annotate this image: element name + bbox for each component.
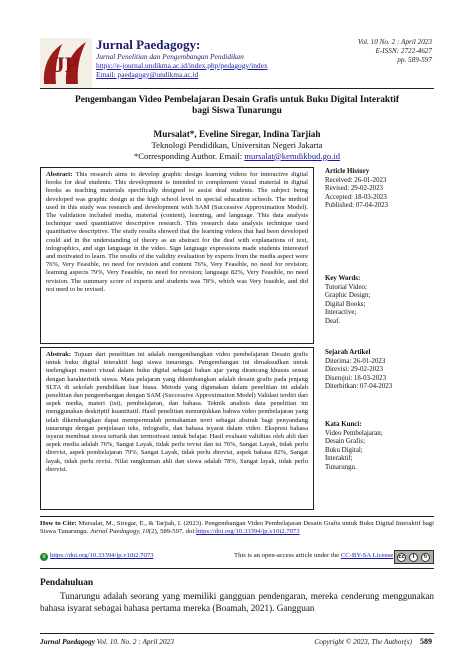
license-link[interactable]: CC-BY-SA License [340,552,394,559]
article-title: Pengembangan Video Pembelajaran Desain Grafis untuk Buku Digital Interaktif bagi Siswa Tunarungu [75,95,399,116]
affiliation: Teknologi Pendidikan, Universitas Negeri Jakarta [151,140,323,150]
journal-url-link[interactable]: https://e-journal.undikma.ac.id/index.php/pedagogy/index [96,61,268,70]
article-history [325,168,435,211]
abstract-id [40,347,314,510]
author-list: Mursalat*, Eveline Siregar, Indina Tarjiah [153,129,321,139]
corresponding-email-link[interactable]: mursalat@kemdikbud.go.id [244,150,341,161]
cite-label: How to Cite: [40,520,77,527]
sejarah-line: Disetujui: 18-03-2023 [325,374,387,382]
issn-label: E-ISSN: 2722-4627 [375,47,432,55]
doi-link[interactable]: https://doi.org/10.33394/jp.v10i2.7073 [50,552,154,559]
abstract-label: Abstract: [46,171,73,178]
doi-icon: d [40,553,48,561]
issue-meta [358,38,432,65]
keyword: Tutorial Video; [325,283,367,291]
page-number: 589 [420,637,432,646]
journal-header [96,38,326,79]
svg-text:JP: JP [53,52,79,77]
kata-kunci [325,421,435,473]
journal-email-link[interactable]: Email: paedagogy@undikma.ac.id [96,70,199,79]
footer-copyright: Copyright © 2023, The Author(s) 589 [314,637,432,646]
kata-kunci-item: Buku Digital; [325,446,363,454]
sejarah-line: Direvisi: 29-02-2023 [325,366,383,374]
kata-kunci-heading: Kata Kunci: [325,421,362,428]
history-line: Accepted: 18-03-2023 [325,193,387,201]
kata-kunci-item: Tunarungu. [325,463,357,471]
keyword: Graphic Design; [325,292,371,300]
article-history-heading: Article History [325,168,370,175]
by-icon: i [409,553,418,562]
sejarah-line: Diterima: 26-01-2023 [325,357,386,365]
footer-journal: Jurnal Paedagogy Vol. 10. No. 2 : April 2023 [40,637,174,646]
sejarah-artikel [325,349,435,392]
corresponding-author: *Corresponding Author. Email: mursalat@kemdikbud.go.id [133,150,341,161]
kata-kunci-item: Interaktif; [325,455,353,463]
sejarah-heading: Sejarah Artikel [325,349,371,356]
abstract-en [40,167,314,344]
citation-divider-top [40,516,434,517]
keywords-heading: Key Words: [325,275,361,282]
header-divider [40,88,434,89]
journal-logo [40,38,92,88]
affiliation-block [40,140,434,161]
keyword: Digital Books; [325,300,366,308]
volume-label: Vol. 10 No. 2 : April 2023 [357,38,432,46]
how-to-cite: How to Cite: Mursalat, M., Siregar, E., & Tarjiah, I. (2023). Pengembangan Video Pembelajaran Desain Grafis untuk Buku Digital Interaktif bagi Siswa Tunarungu. Jurnal Paedagogy, 10(2), 589-597. doi:https://doi.org/10.33394/jp.v10i2.7073 [40,520,434,536]
intro-paragraph: Tunarungu adalah seorang yang memiliki gangguan pendengaran, mereka cenderung menggunakan bahasa isyarat sebagai bahasa pertama mereka (Boamah, 2021). Gangguan [40,591,434,613]
history-line: Received: 26-01-2023 [325,176,387,184]
cc-by-sa-badge[interactable] [394,550,434,564]
section-heading: Pendahuluan [40,578,94,588]
journal-subtitle: Jurnal Penelitian dan Pengembangan Pendidikan [96,52,244,61]
history-line: Published: 07-04-2023 [325,202,388,210]
pages-label: pp. 589-597 [397,56,432,64]
sa-icon: ↻ [421,553,430,562]
sejarah-line: Diterbitkan: 07-04-2023 [325,383,393,391]
kata-kunci-item: Desain Grafis; [325,438,365,446]
history-line: Revised: 29-02-2023 [325,185,383,193]
citation-divider-bottom [40,568,434,569]
cite-doi-link[interactable]: https://doi.org/10.33394/jp.v10i2.7073 [196,528,300,536]
footer-divider [40,633,434,634]
kata-kunci-item: Video Pembelajaran; [325,429,383,437]
doi-license-row [40,550,434,564]
journal-name: Jurnal Paedagogy: [96,37,201,52]
abstrak-label: Abstrak: [46,351,72,358]
keyword: Deaf. [325,317,341,325]
abstract-text: This research aims to develop graphic design learning videos for interactive digital books for deaf students. This development is intended to complement visual material in digital books as teaching materials specifically designed to assist deaf students. The subject being developed was graphic design at the high school level in special education schools. The method used in this study was research and development with SAM (Successive Approximation Model). The validation included media, material (content), learning, and language. This data analysis technique used quantitative descriptive research. This research data analysis technique used quantitative descriptive. The study results showed that the learning videos that had been developed could aid in the understanding of theory as an abstract for the deaf with explanations of text, infographics, and sign language in the video. Sign language expressions made students interested and motivated to learn. The results of the validity evaluation by experts from the media aspect were 76%, Very Feasible, no need for revision and content 76%, Very Feasible, no need for revision; learning aspects 79%, Very Feasible, no need for revision; language 82%, Very Feasible, no need revision. The summary score of experts and students was 78%, which was Very feasible, and did not need to be revised. [46,171,308,293]
keywords [325,275,435,327]
abstrak-text: Tujuan dari penelitian ini adalah mengembangkan video pembelajaran Desain grafis untuk buku digital interaktif bagi siswa tunarungu. Pengembangan ini dimaksudkan untuk melengkapi materi visual dalam buku digital sebagai bahan ajar yang dirancang khusus sesuai dengan karakteristik siswa. Mata pelajaran yang dikembangkan adalah desain grafis pada jenjang SLTA di sekolah pendidikan luar biasa. Metode yang digunakan dalam penelitian ini adalah penelitian dan pengembangan dengan SAM (Successive Approximation Model) Validasi terdiri dari aspek media, materi (isi), pembelajaran, dan bahasa. Teknik analisis data penelitian ini menggunakan deskriptif kuantitatif. Hasil penelitian menunjukkan bahwa video pembelajaran yang telah dikembangkan dapat mempermudah pemahaman teori sebagai abstrak bagi penyandang tunarungu dengan penjelasan teks, infografis, dan bahasa isyarat dalam video. Ekspresi bahasa isyarat membuat siswa tertarik dan termotivasi untuk belajar. Hasil evaluasi validitas oleh ahli dari aspek media adalah 76%, Sangat Layak, tidak perlu revisi dan isi 76%, Sangat Layak, tidak perlu direvisi, aspek pembelajaran 79%, Sangat Layak, tidak perlu direvisi, aspek bahasa 82%, Sangat layak, tidak perlu revisi. Nilai rangkuman ahli dan siswa adalah 78%, Sangat layak, tidak perlu direvisi. [46,351,308,473]
doi-block [40,552,154,561]
cc-icon: cc [398,554,405,560]
keyword: Interactive; [325,309,357,317]
license-text: This is an open-access article under the CC-BY-SA License [234,552,394,559]
